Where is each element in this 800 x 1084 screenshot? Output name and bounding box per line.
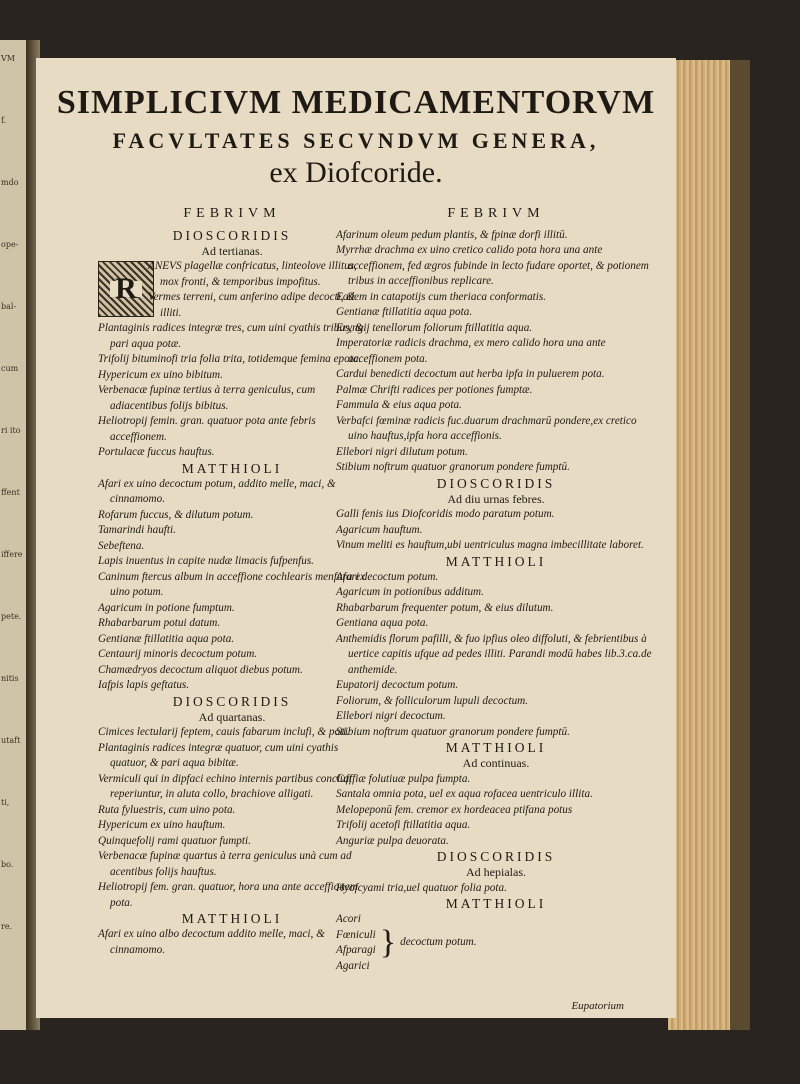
entry-list	[98, 927, 366, 958]
section-subheading: Ad hepialas.	[466, 865, 526, 879]
list-item: Afari ex uino albo decoctum addito melle, maci, & cinnamomo.	[98, 928, 325, 956]
page-edges	[668, 60, 734, 1030]
list-item: Ellebori nigri decoctum.	[336, 710, 446, 722]
section-subheading: Ad diu urnas febres.	[447, 491, 545, 506]
list-item: Plantaginis radices integræ quatuor, cum uini cyathis quatuor, & pari aqua bibitæ.	[98, 741, 339, 769]
page-subtitle: FACVLTATES SECVNDVM GENERA,	[112, 128, 600, 153]
list-item: Trifolij bituminofi tria folia trita, totidemque femina epota.	[98, 353, 362, 365]
list-item: Eupatorij decoctum potum.	[336, 679, 459, 691]
left-month-heading: FEBRIVM	[183, 206, 281, 221]
list-item: Fammula & eius aqua pota.	[336, 399, 462, 411]
margin-fragment: cum	[1, 364, 19, 373]
list-item: Chamædryos decoctum aliquot diebus potum.	[98, 663, 303, 676]
entry-list	[336, 228, 656, 476]
brace-group	[336, 912, 656, 974]
list-item: Vinum meliti es hauftum,ubi uentriculus magna imbecillitate laboret.	[336, 539, 644, 551]
section-heading: MATTHIOLI	[445, 553, 547, 569]
margin-fragment: mdo	[1, 178, 19, 187]
margin-fragment: ti,	[1, 798, 10, 807]
brace-text: decoctum potum.	[400, 936, 477, 949]
list-item: Santala omnia pota, uel ex aqua rofacea uentriculo illita.	[336, 788, 593, 800]
list-item: Rofarum fuccus, & dilutum potum.	[98, 508, 254, 521]
drop-cap-letter: R	[110, 281, 142, 297]
list-item: Anguriæ pulpa deuorata.	[336, 834, 449, 847]
list-item: Heliotropij fem. gran. quatuor, hora una ante acceffionem pota.	[98, 881, 358, 909]
list-item: Plantaginis radices integræ tres, cum uini cyathis tribus, & pari aqua potæ.	[98, 322, 364, 350]
entry-list	[336, 570, 656, 741]
list-item: Cimices lectularij feptem, cauis fabarum inclufi, & poti.	[98, 726, 350, 738]
list-item: Eadem in catapotijs cum theriaca conformatis.	[336, 290, 547, 303]
list-item: Palmæ Chrifti radices per potiones fumptæ.	[336, 383, 533, 396]
margin-fragment: re.	[1, 922, 13, 931]
list-item: Eryngij tenellorum foliorum ftillatitia aqua.	[336, 321, 533, 334]
list-item: Afparagi	[336, 944, 376, 956]
list-item: Quinquefolij rami quatuor fumpti.	[98, 834, 251, 847]
list-item: Agarici	[336, 959, 370, 972]
margin-fragment: nitis	[1, 674, 19, 683]
list-item: Foliorum, & folliculorum lupuli decoctum.	[336, 694, 529, 707]
catchword: Eupatorium	[571, 1000, 624, 1012]
list-item: Stibium noftrum quatuor granorum pondere fumptū.	[336, 461, 570, 473]
list-item: Afari decoctum potum.	[336, 570, 439, 583]
page-title: SIMPLICIVM MEDICAMENTORVM	[56, 84, 656, 121]
list-item: Vermes terreni, cum anferino adipe decocti, & illiti.	[148, 291, 356, 319]
right-column	[336, 206, 656, 974]
list-item: Ellebori nigri dilutum potum.	[336, 445, 468, 458]
list-item: Iafpis lapis geftatus.	[98, 679, 190, 691]
list-item: Melopeponū fem. cremor ex hordeacea ptifana potus	[336, 803, 573, 816]
drop-cap-initial	[98, 261, 154, 317]
section-heading: DIOSCORIDIS	[436, 475, 556, 491]
list-item: Myrrhæ drachma ex uino cretico calido pota hora una ante acceffionem, fed ægros fubinde in lecto fudare oportet, & potionem tribus in acceffionibus replicare.	[336, 244, 649, 287]
right-month-heading: FEBRIVM	[447, 206, 545, 221]
list-item: Hypericum ex uino hauftum.	[98, 819, 226, 831]
section-heading: DIOSCORIDIS	[172, 227, 292, 243]
list-item: Sebeftena.	[98, 539, 145, 552]
page	[36, 58, 676, 1018]
list-item: Ruta fyluestris, cum uino pota.	[98, 803, 236, 816]
list-item: Imperatoriæ radicis drachma, ex mero calido hora una ante acceffionem pota.	[336, 337, 606, 365]
list-item: Agaricum in potionibus additum.	[336, 586, 484, 598]
list-item: Anthemidis florum pafilli, & fuo ipfius oleo diffoluti, & febrientibus à uertice capitis ufque ad pedes illiti. Parandi modū habes lib.3.ca.de anthemide.	[336, 632, 652, 676]
margin-fragment: ope-	[1, 240, 19, 249]
section-heading: MATTHIOLI	[445, 896, 547, 911]
margin-fragment: VM	[1, 54, 15, 63]
list-item: Galli fenis ius Diofcoridis modo paratum potum.	[336, 508, 555, 520]
curly-brace-icon: }	[379, 924, 397, 961]
list-item: Hypericum ex uino bibitum.	[98, 368, 223, 381]
list-item: Caninum ftercus album in acceffione cochlearis menfura ex uino potum.	[98, 570, 366, 598]
list-item: Gentianæ ftillatitia aqua pota.	[98, 632, 235, 645]
margin-fragment: bal-	[1, 302, 17, 311]
section-subheading: Ad continuas.	[462, 756, 530, 770]
margin-fragment: ffent	[1, 488, 20, 497]
list-item: Verbafci fœminæ radicis fuc.duarum drachmarū pondere,ex cretico uino hauftus,ipfa hora acceffionis.	[336, 414, 637, 442]
list-item: Gentianæ ftillatitia aqua pota.	[336, 306, 473, 318]
page-subtitle-source: ex Diofcoride.	[269, 156, 443, 189]
entry-list	[98, 725, 366, 911]
margin-fragment: utaft	[1, 736, 21, 745]
section-heading: DIOSCORIDIS	[172, 693, 292, 709]
entry-list	[336, 507, 656, 554]
list-item: Afari ex uino decoctum potum, addito melle, maci, & cinnamomo.	[98, 477, 336, 505]
list-item: Stibium noftrum quatuor granorum pondere fumptū.	[336, 725, 570, 738]
list-item: Verbenacæ fupinæ quartus à terra geniculus unà cum ad acentibus folijs hauftus.	[98, 850, 352, 878]
list-item: Fœniculi	[336, 928, 376, 941]
list-item: Vermiculi qui in dipfaci echino internis partibus concluft reperiuntur, in aluta collo, brachiove alligati.	[98, 772, 352, 800]
list-item: Rhabarbarum potui datum.	[98, 617, 221, 629]
book-cover-edge	[730, 60, 750, 1030]
list-item: Caffiæ folutiuæ pulpa fumpta.	[336, 772, 471, 785]
list-item: Agaricum hauftum.	[336, 523, 423, 536]
brace-items	[336, 912, 376, 974]
list-item: Heliotropij femin. gran. quatuor pota ante febris acceffionem.	[98, 415, 316, 443]
list-item: Tamarindi haufti.	[98, 524, 176, 536]
list-item: Agaricum in potione fumptum.	[98, 601, 235, 614]
section-heading: DIOSCORIDIS	[436, 849, 556, 864]
margin-fragment: f.	[1, 116, 7, 125]
list-item: Rhabarbarum frequenter potum, & eius dilutum.	[336, 601, 554, 614]
entry-list	[336, 881, 656, 897]
list-item: Gentiana aqua pota.	[336, 617, 429, 629]
list-item: Verbenacæ fupinæ tertius à terra geniculus, cum adiacentibus folijs bibitus.	[98, 384, 316, 412]
list-item: Afarinum oleum pedum plantis, & fpinæ dorfi illitū.	[336, 228, 568, 241]
list-item: Portulacæ fuccus hauftus.	[98, 446, 215, 458]
list-item: Hyofcyami tria,uel quatuor folia pota.	[336, 881, 507, 894]
margin-fragment: ri ito	[1, 426, 21, 435]
section-heading: MATTHIOLI	[181, 911, 283, 926]
list-item: Centaurij minoris decoctum potum.	[98, 648, 258, 660]
margin-fragment: bo.	[1, 860, 14, 869]
section-heading: MATTHIOLI	[445, 740, 547, 755]
margin-fragment: pete.	[1, 612, 22, 621]
margin-fragment: iffere	[1, 550, 23, 559]
list-item: ANEVS plagellæ confricatus, linteolove illitus, mox fronti, & temporibus impofitus.	[148, 260, 357, 288]
list-item: Acori	[336, 913, 361, 925]
list-item: Trifolij acetofi ftillatitia aqua.	[336, 819, 471, 831]
list-item: Lapis inuentus in capite nudæ limacis fufpenfus.	[98, 555, 314, 567]
section-subheading: Ad quartanas.	[198, 709, 266, 724]
entry-list	[336, 772, 656, 850]
entry-list	[98, 477, 366, 694]
left-column	[98, 206, 366, 958]
section-subheading: Ad tertianas.	[201, 243, 263, 258]
section-heading: MATTHIOLI	[181, 460, 283, 476]
list-item: Cardui benedicti decoctum aut herba ipfa in puluerem pota.	[336, 368, 605, 380]
